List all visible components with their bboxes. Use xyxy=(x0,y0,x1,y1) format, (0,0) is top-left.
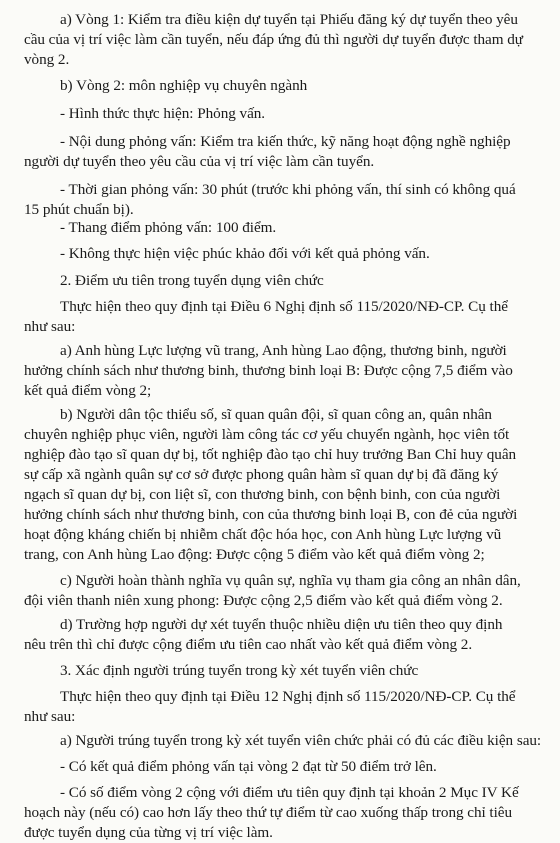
paragraph-dieu-12: Thực hiện theo quy định tại Điều 12 Nghị định số 115/2020/NĐ-CP. Cụ thể như sau: xyxy=(24,688,516,725)
paragraph-thoi-gian: - Thời gian phỏng vấn: 30 phút (trước khi phỏng vấn, thí sinh có không quá 15 phút chuẩn bị). xyxy=(24,181,516,218)
paragraph-diem-uu-tien-cong: - Có số điểm vòng 2 cộng với điểm ưu tiên quy định tại khoản 2 Mục IV Kế hoạch này (nếu có) cao hơn lấy theo thứ tự điểm từ cao xuống thấp trong chỉ tiêu được tuyển dụng của từng vị trí việc làm. xyxy=(24,784,519,841)
paragraph-uu-tien-d: d) Trường hợp người dự xét tuyển thuộc nhiều diện ưu tiên theo quy định nêu trên thì chỉ được cộng điểm ưu tiên cao nhất vào kết quả điểm vòng 2. xyxy=(24,616,503,653)
paragraph-dieu-6: Thực hiện theo quy định tại Điều 6 Nghị định số 115/2020/NĐ-CP. Cụ thể như sau: xyxy=(24,298,508,335)
heading-diem-uu-tien: 2. Điểm ưu tiên trong tuyển dụng viên chức xyxy=(60,272,324,289)
paragraph-diem-phong-van: - Có kết quả điểm phỏng vấn tại vòng 2 đạt từ 50 điểm trở lên. xyxy=(60,758,437,775)
paragraph-thang-diem: - Thang điểm phỏng vấn: 100 điểm. xyxy=(60,219,277,236)
heading-trung-tuyen: 3. Xác định người trúng tuyển trong kỳ xét tuyển viên chức xyxy=(60,662,419,679)
paragraph-uu-tien-c: c) Người hoàn thành nghĩa vụ quân sự, nghĩa vụ tham gia công an nhân dân, đội viên thanh niên xung phong: Được cộng 2,5 điểm vào kết quả điểm vòng 2. xyxy=(24,572,521,609)
paragraph-uu-tien-b: b) Người dân tộc thiểu số, sĩ quan quân đội, sĩ quan công an, quân nhân chuyên nghiệp phục viên, người làm công tác cơ yếu chuyển ngành, học viên tốt nghiệp đào tạo sĩ quan dự bị, tốt nghiệp đào tạo chỉ huy trưởng Ban Chỉ huy quân sự cấp xã ngành quân sự cơ sở được phong quân hàm sĩ quan dự bị đã đăng ký ngạch sĩ quan dự bị, con liệt sĩ, con thương binh, con bệnh binh, con của người hưởng chính sách như thương binh, con của thương binh loại B, con đẻ của người hoạt động kháng chiến bị nhiễm chất độc hóa học, con Anh hùng Lực lượng vũ trang, con Anh hùng Lao động: Được cộng 5 điểm vào kết quả điểm vòng 2; xyxy=(24,406,518,563)
paragraph-noi-dung: - Nội dung phỏng vấn: Kiểm tra kiến thức, kỹ năng hoạt động nghề nghiệp người dự tuyển theo yêu cầu của vị trí việc làm cần tuyển. xyxy=(24,133,511,170)
paragraph-vong-2: b) Vòng 2: môn nghiệp vụ chuyên ngành xyxy=(60,77,308,94)
paragraph-uu-tien-a: a) Anh hùng Lực lượng vũ trang, Anh hùng Lao động, thương binh, người hưởng chính sách như thương binh, thương binh loại B: Được cộng 7,5 điểm vào kết quả điểm vòng 2; xyxy=(24,342,513,399)
paragraph-phuc-khao: - Không thực hiện việc phúc khảo đối với kết quả phỏng vấn. xyxy=(60,245,430,262)
paragraph-hinh-thuc: - Hình thức thực hiện: Phỏng vấn. xyxy=(60,105,266,122)
paragraph-dieu-kien-a: a) Người trúng tuyển trong kỳ xét tuyển viên chức phải có đủ các điều kiện sau: xyxy=(60,732,542,749)
paragraph-vong-1: a) Vòng 1: Kiểm tra điều kiện dự tuyển tại Phiếu đăng ký dự tuyển theo yêu cầu của vị trí việc làm cần tuyển, nếu đáp ứng đủ thì người dự tuyển được tham dự vòng 2. xyxy=(24,11,523,68)
